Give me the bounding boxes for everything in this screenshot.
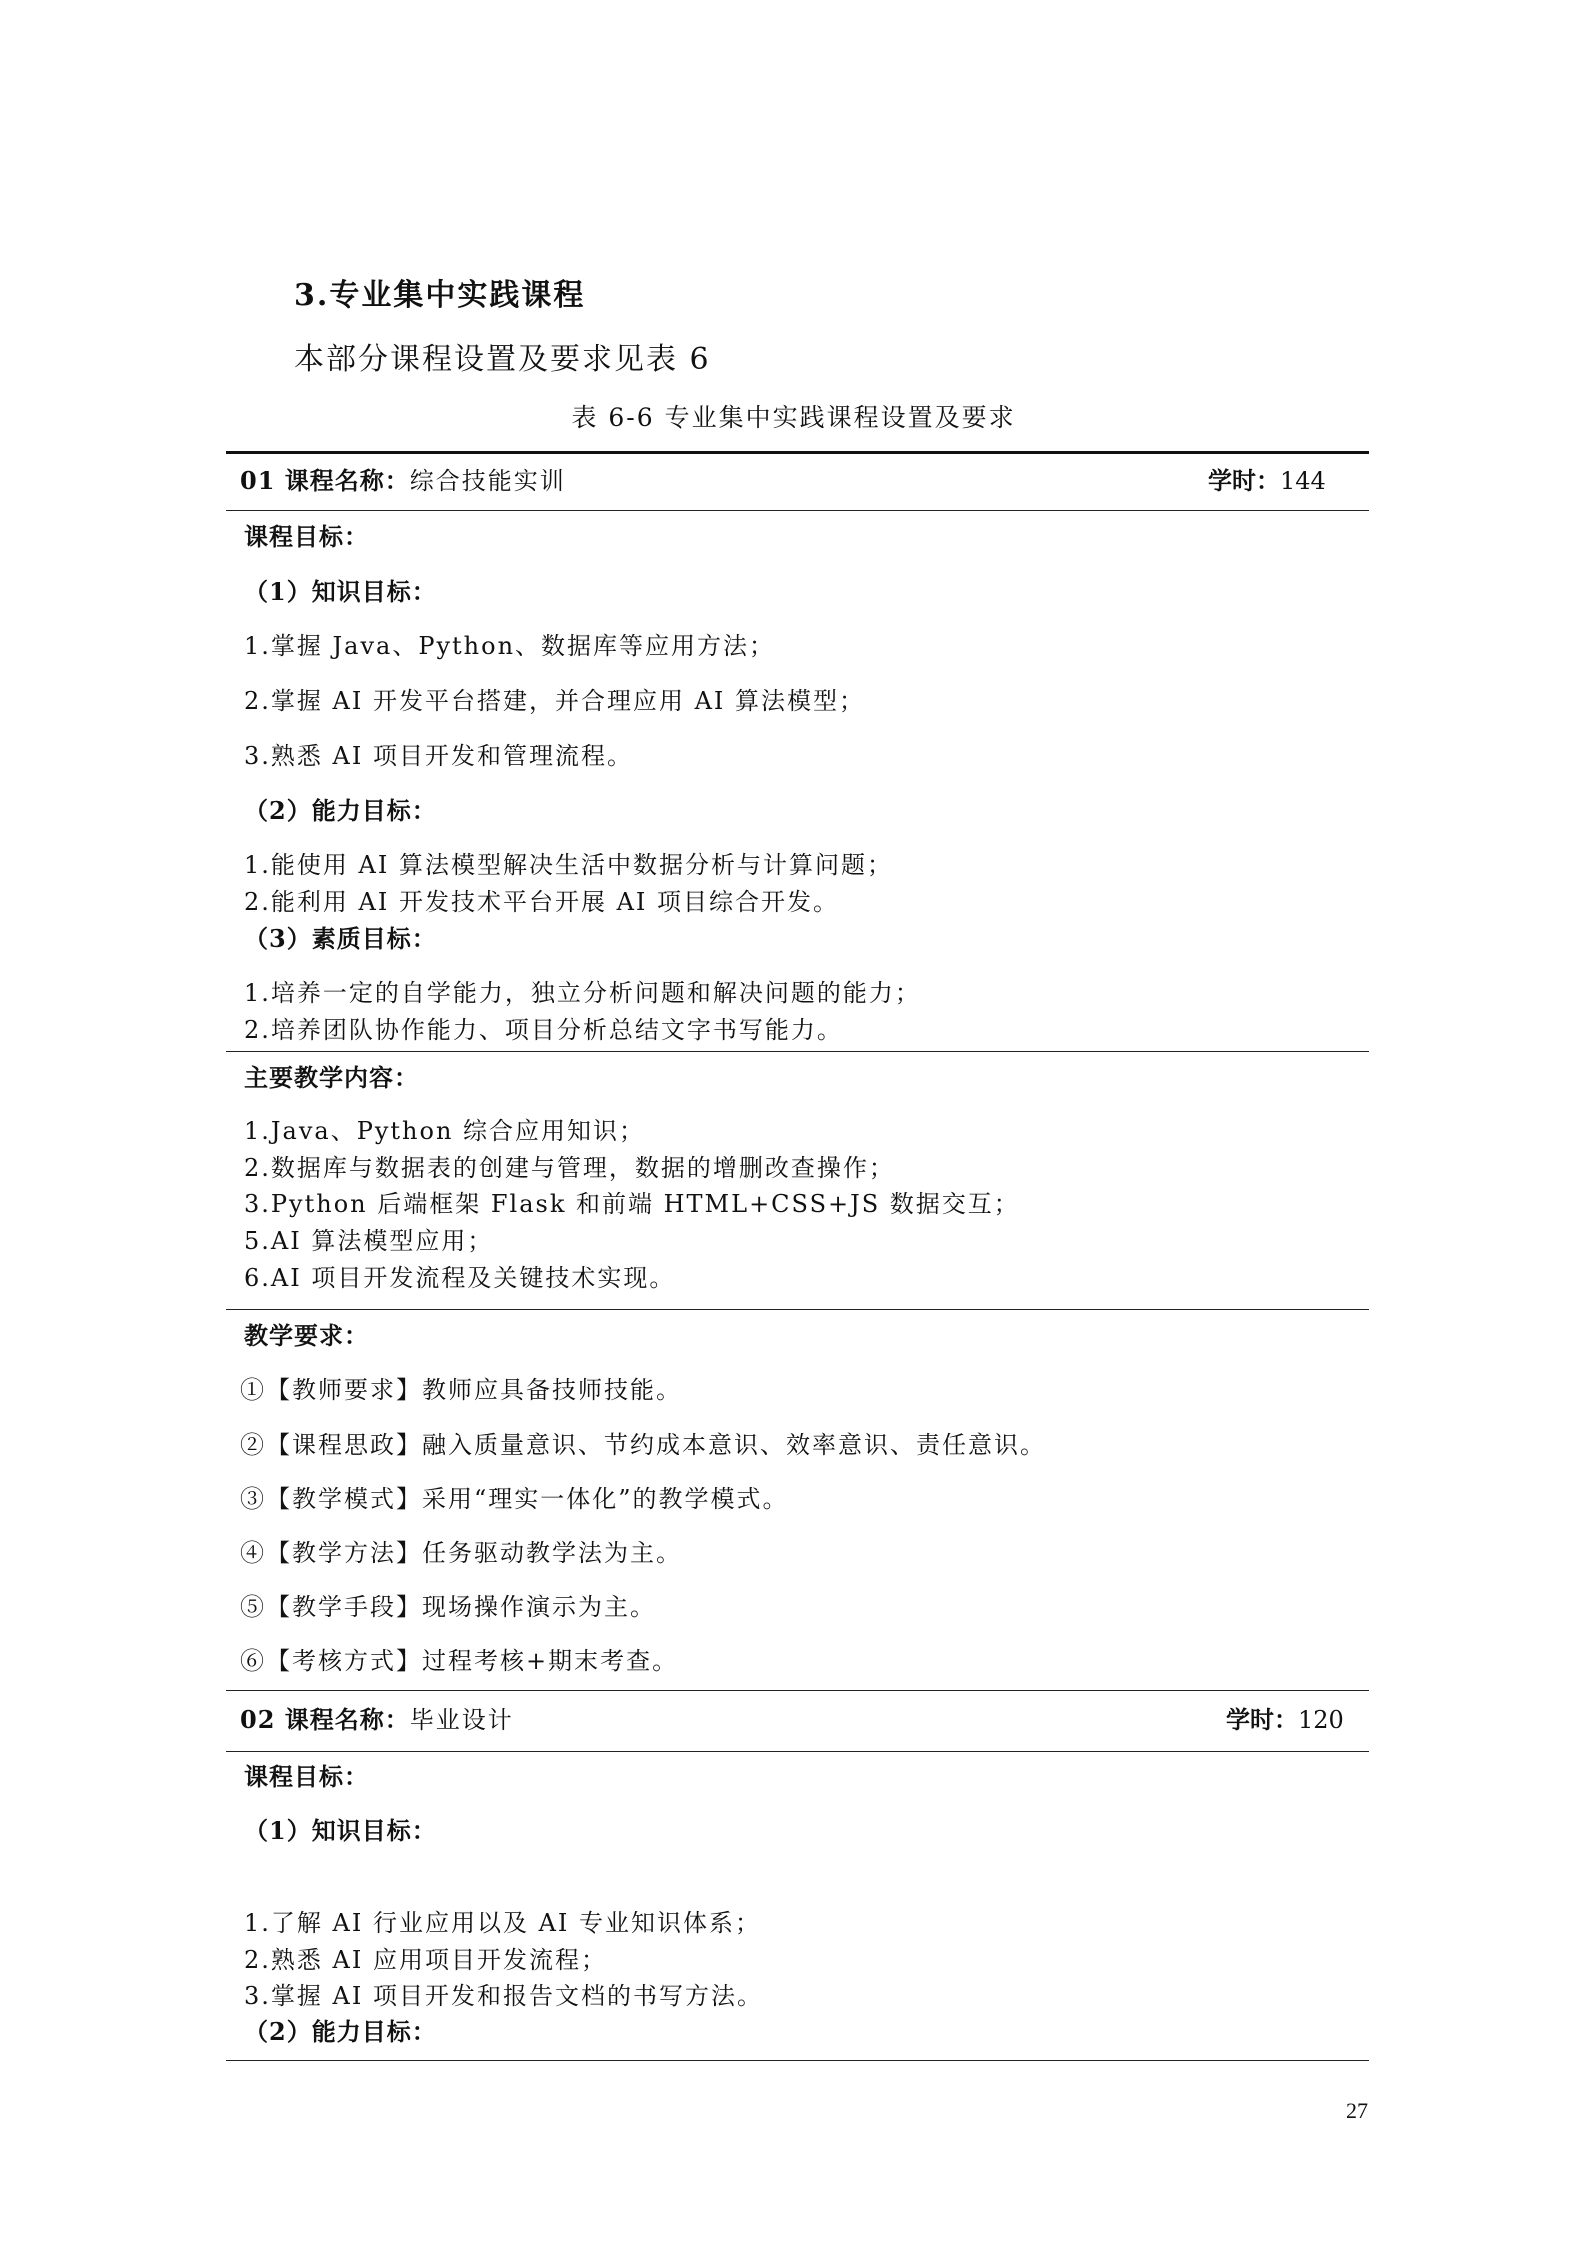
intro-text: 本部分课程设置及要求见表 6	[294, 342, 711, 377]
table-top-rule	[226, 451, 1369, 454]
content-item: 1.Java、Python 综合应用知识；	[244, 1117, 646, 1145]
requirement-item: ⑤【教学手段】现场操作演示为主。	[240, 1593, 656, 1621]
knowledge-item: 1.了解 AI 行业应用以及 AI 专业知识体系；	[244, 1909, 762, 1937]
ability-item: 1.能使用 AI 算法模型解决生活中数据分析与计算问题；	[244, 851, 893, 879]
knowledge-item: 2.掌握 AI 开发平台搭建，并合理应用 AI 算法模型；	[244, 687, 866, 715]
row-divider	[226, 1051, 1369, 1052]
requirements-label: 教学要求：	[244, 1321, 369, 1350]
hours-value: 144	[1280, 467, 1326, 495]
page-number: 27	[1346, 2098, 1368, 2123]
content-label: 主要教学内容：	[244, 1063, 419, 1092]
knowledge-label: （1）知识目标：	[244, 577, 437, 606]
row-divider	[226, 510, 1369, 511]
course-hours	[1226, 1700, 1344, 1735]
requirement-item: ①【教师要求】教师应具备技师技能。	[240, 1376, 682, 1404]
requirement-item: ⑥【考核方式】过程考核+期末考查。	[240, 1647, 679, 1675]
course-name: 毕业设计	[409, 1706, 514, 1734]
objectives-label: 课程目标：	[244, 522, 369, 551]
row-divider	[226, 1309, 1369, 1310]
section-heading: 3.专业集中实践课程	[294, 278, 586, 313]
content-item: 3.Python 后端框架 Flask 和前端 HTML+CSS+JS 数据交互；	[244, 1190, 1020, 1218]
course-name-label: 01 课程名称：	[240, 466, 410, 495]
requirement-item: ②【课程思政】融入质量意识、节约成本意识、效率意识、责任意识。	[240, 1431, 1046, 1459]
course-hours	[1208, 461, 1326, 496]
hours-label: 学时：	[1226, 1705, 1298, 1734]
objectives-label: 课程目标：	[244, 1762, 369, 1791]
quality-item: 2.培养团队协作能力、项目分析总结文字书写能力。	[244, 1016, 843, 1044]
knowledge-item: 3.熟悉 AI 项目开发和管理流程。	[244, 742, 633, 770]
course-name: 综合技能实训	[409, 467, 566, 495]
course-name-row	[240, 1700, 514, 1735]
requirement-item: ④【教学方法】任务驱动教学法为主。	[240, 1539, 682, 1567]
knowledge-label: （1）知识目标：	[244, 1816, 437, 1845]
hours-label: 学时：	[1208, 466, 1280, 495]
table-bottom-rule	[226, 2060, 1369, 2061]
ability-label: （2）能力目标：	[244, 2017, 437, 2046]
content-item: 2.数据库与数据表的创建与管理，数据的增删改查操作；	[244, 1154, 895, 1182]
requirement-item: ③【教学模式】采用“理实一体化”的教学模式。	[240, 1485, 789, 1513]
knowledge-item: 1.掌握 Java、Python、数据库等应用方法；	[244, 632, 776, 660]
course-name-label: 02 课程名称：	[240, 1705, 410, 1734]
content-item: 5.AI 算法模型应用；	[244, 1227, 494, 1255]
hours-value: 120	[1298, 1706, 1344, 1734]
ability-label: （2）能力目标：	[244, 796, 437, 825]
content-item: 6.AI 项目开发流程及关键技术实现。	[244, 1264, 676, 1292]
knowledge-item: 2.熟悉 AI 应用项目开发流程；	[244, 1946, 607, 1974]
ability-item: 2.能利用 AI 开发技术平台开展 AI 项目综合开发。	[244, 888, 840, 916]
quality-label: （3）素质目标：	[244, 924, 437, 953]
knowledge-item: 3.掌握 AI 项目开发和报告文档的书写方法。	[244, 1982, 763, 2010]
row-divider	[226, 1690, 1369, 1691]
quality-item: 1.培养一定的自学能力，独立分析问题和解决问题的能力；	[244, 979, 921, 1007]
course-name-row	[240, 461, 566, 496]
table-caption: 表 6-6 专业集中实践课程设置及要求	[571, 403, 1016, 432]
row-divider	[226, 1751, 1369, 1752]
